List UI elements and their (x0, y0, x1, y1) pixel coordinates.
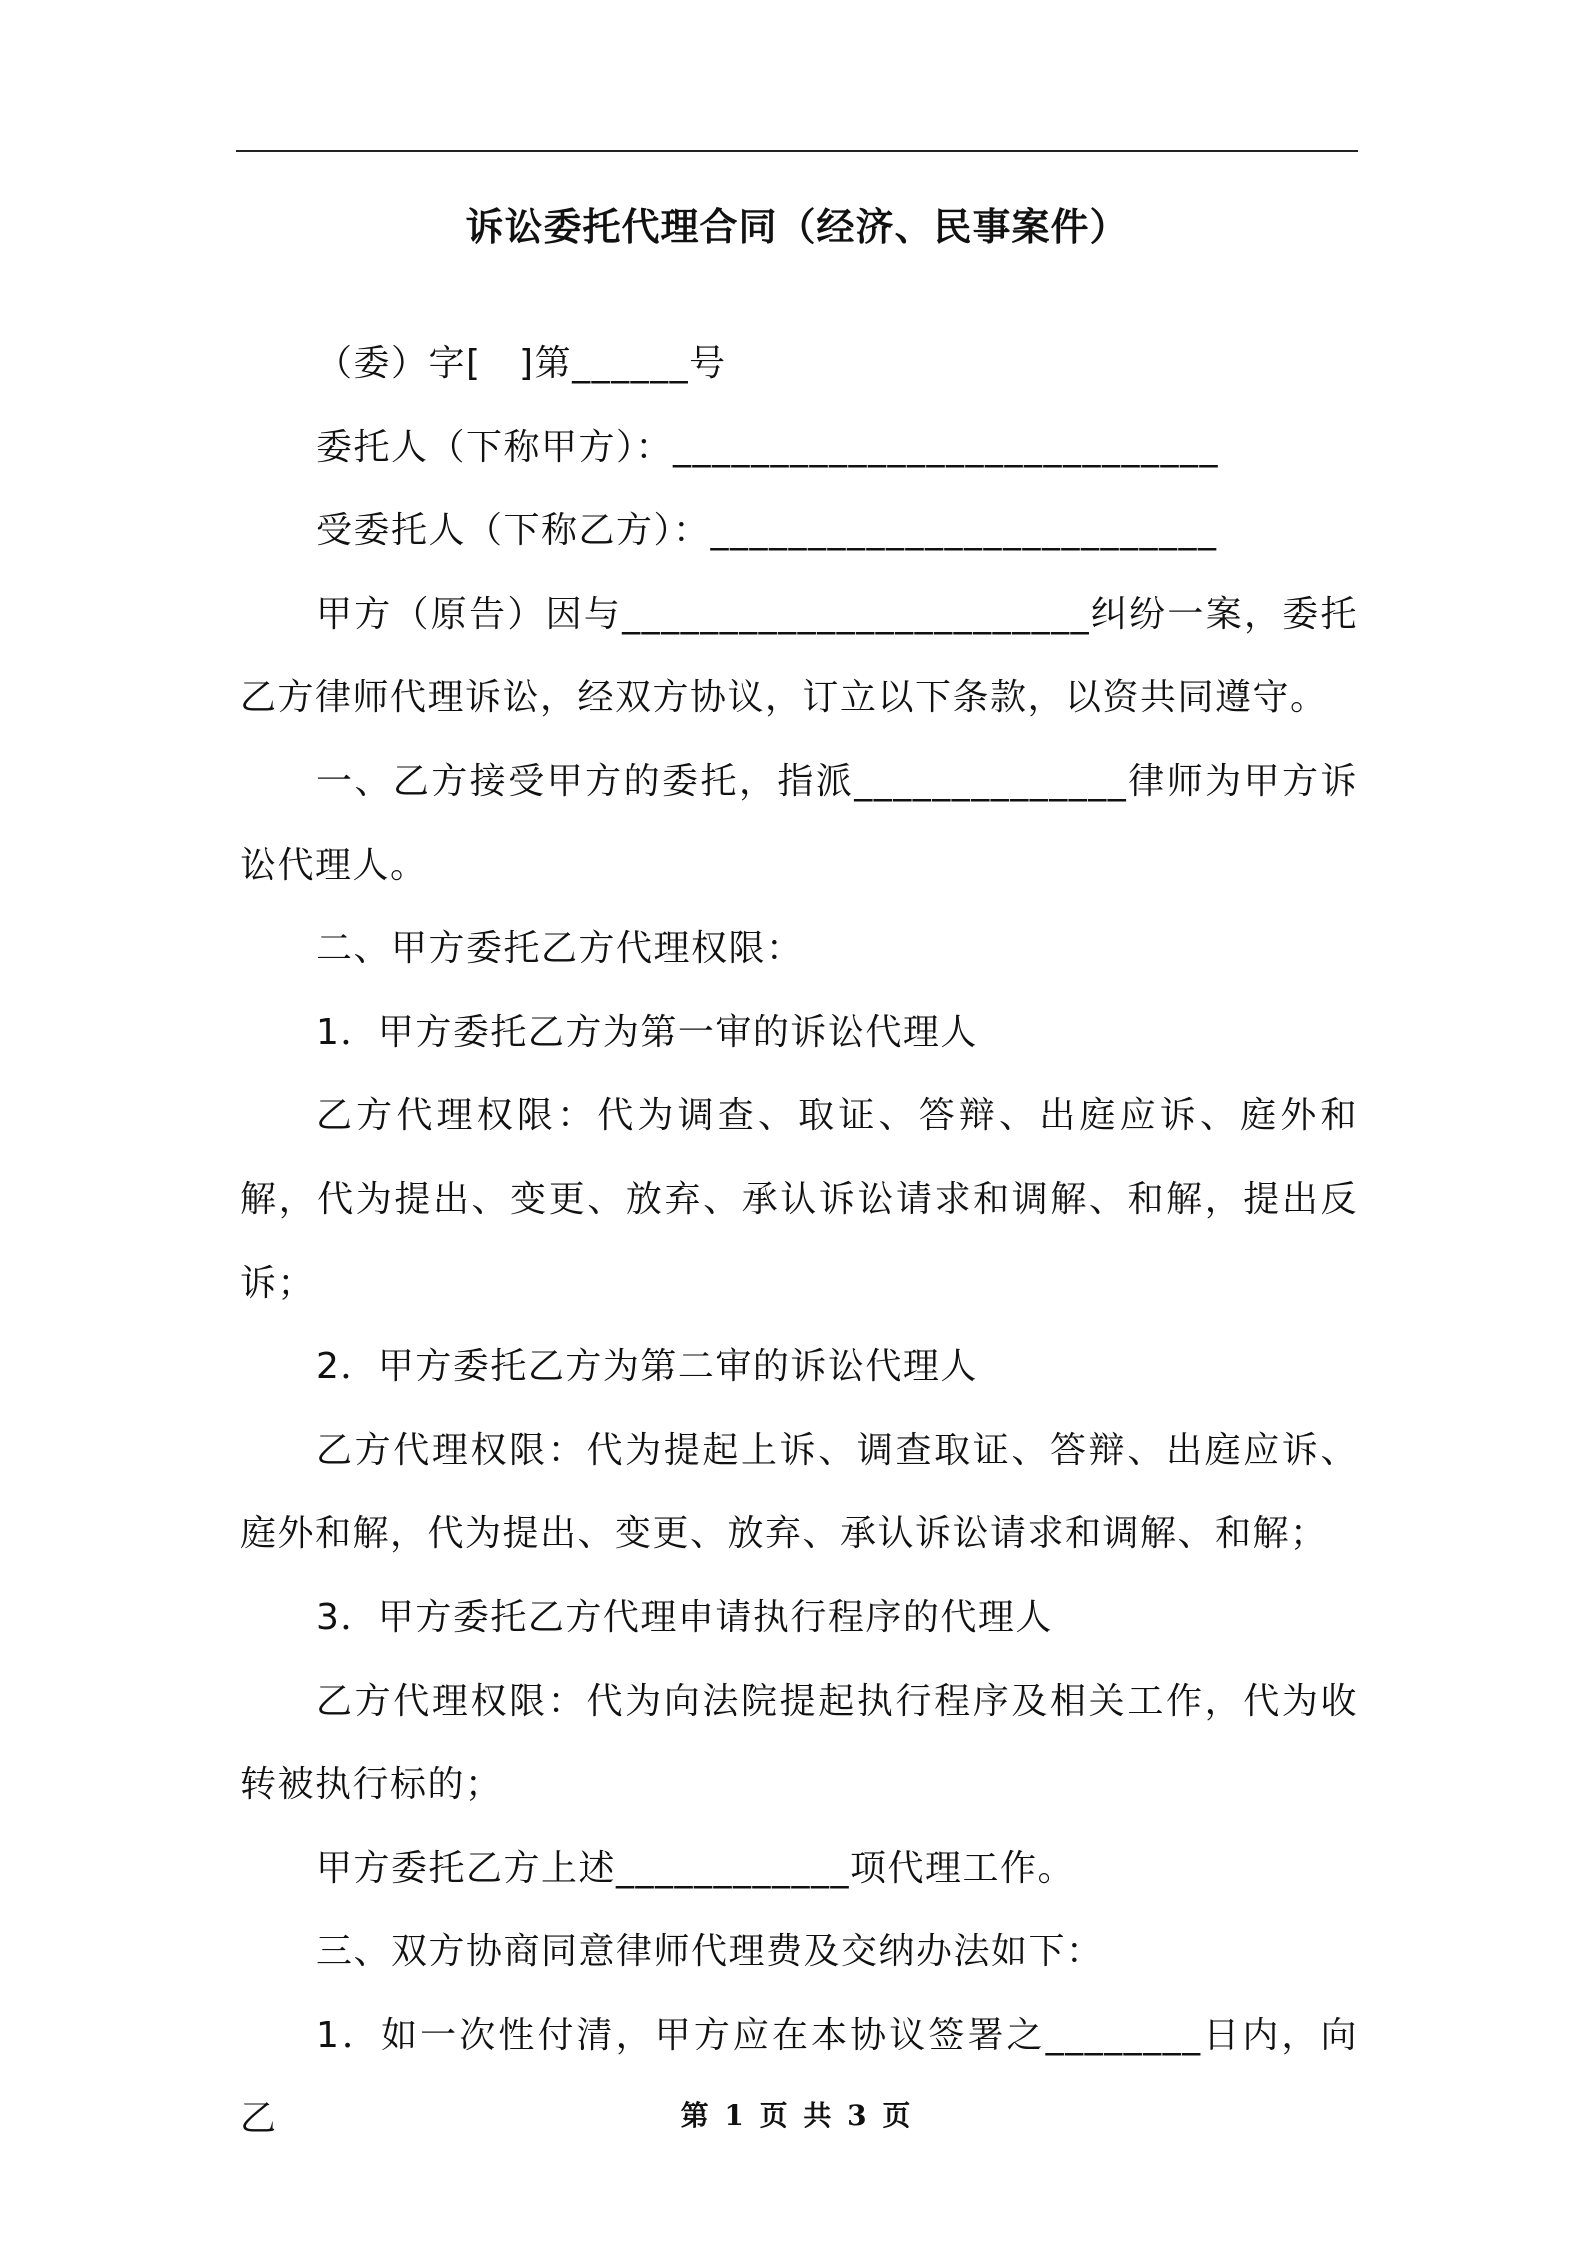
case-number-line: （委）字[ ]第______号 (316, 343, 727, 384)
clause-2-item-3: 3．甲方委托乙方代理申请执行程序的代理人 (316, 1596, 1053, 1638)
document-body (240, 322, 1358, 2161)
clause-1: 一、乙方接受甲方的委托，指派______________律师为甲方诉讼代理人。 (240, 760, 1358, 886)
clause-2-item-1: 1．甲方委托乙方为第一审的诉讼代理人 (316, 1011, 978, 1053)
clause-2-item-1-scope: 乙方代理权限：代为调查、取证、答辩、出庭应诉、庭外和解，代为提出、变更、放弃、承认诉讼请求和调解、和解，提出反诉； (240, 1095, 1358, 1304)
header-rule (236, 150, 1358, 152)
principal-line: 委托人（下称甲方）：____________________________ (316, 426, 1220, 468)
page-indicator: 第 1 页 共 3 页 (680, 2099, 914, 2132)
clause-2-item-3-scope: 乙方代理权限：代为向法院提起执行程序及相关工作，代为收转被执行标的； (240, 1680, 1358, 1806)
document-title: 诉讼委托代理合同（经济、民事案件） (465, 205, 1129, 249)
clause-3-heading: 三、双方协商同意律师代理费及交纳办法如下： (316, 1931, 1104, 1973)
clause-2-summary: 甲方委托乙方上述____________项代理工作。 (316, 1847, 1076, 1889)
clause-2-item-2: 2．甲方委托乙方为第二审的诉讼代理人 (316, 1346, 978, 1388)
intro-paragraph: 甲方（原告）因与________________________纠纷一案，委托乙方律师代理诉讼，经双方协议，订立以下条款，以资共同遵守。 (240, 593, 1358, 719)
clause-2-item-2-scope: 乙方代理权限：代为提起上诉、调查取证、答辩、出庭应诉、庭外和解，代为提出、变更、放弃、承认诉讼请求和调解、和解； (240, 1429, 1358, 1555)
agent-line: 受委托人（下称乙方）：__________________________ (316, 510, 1218, 552)
clause-3-item-1: 1．如一次性付清，甲方应在本协议签署之________日内，向乙 (240, 2014, 1358, 2140)
clause-2-heading: 二、甲方委托乙方代理权限： (316, 928, 804, 970)
